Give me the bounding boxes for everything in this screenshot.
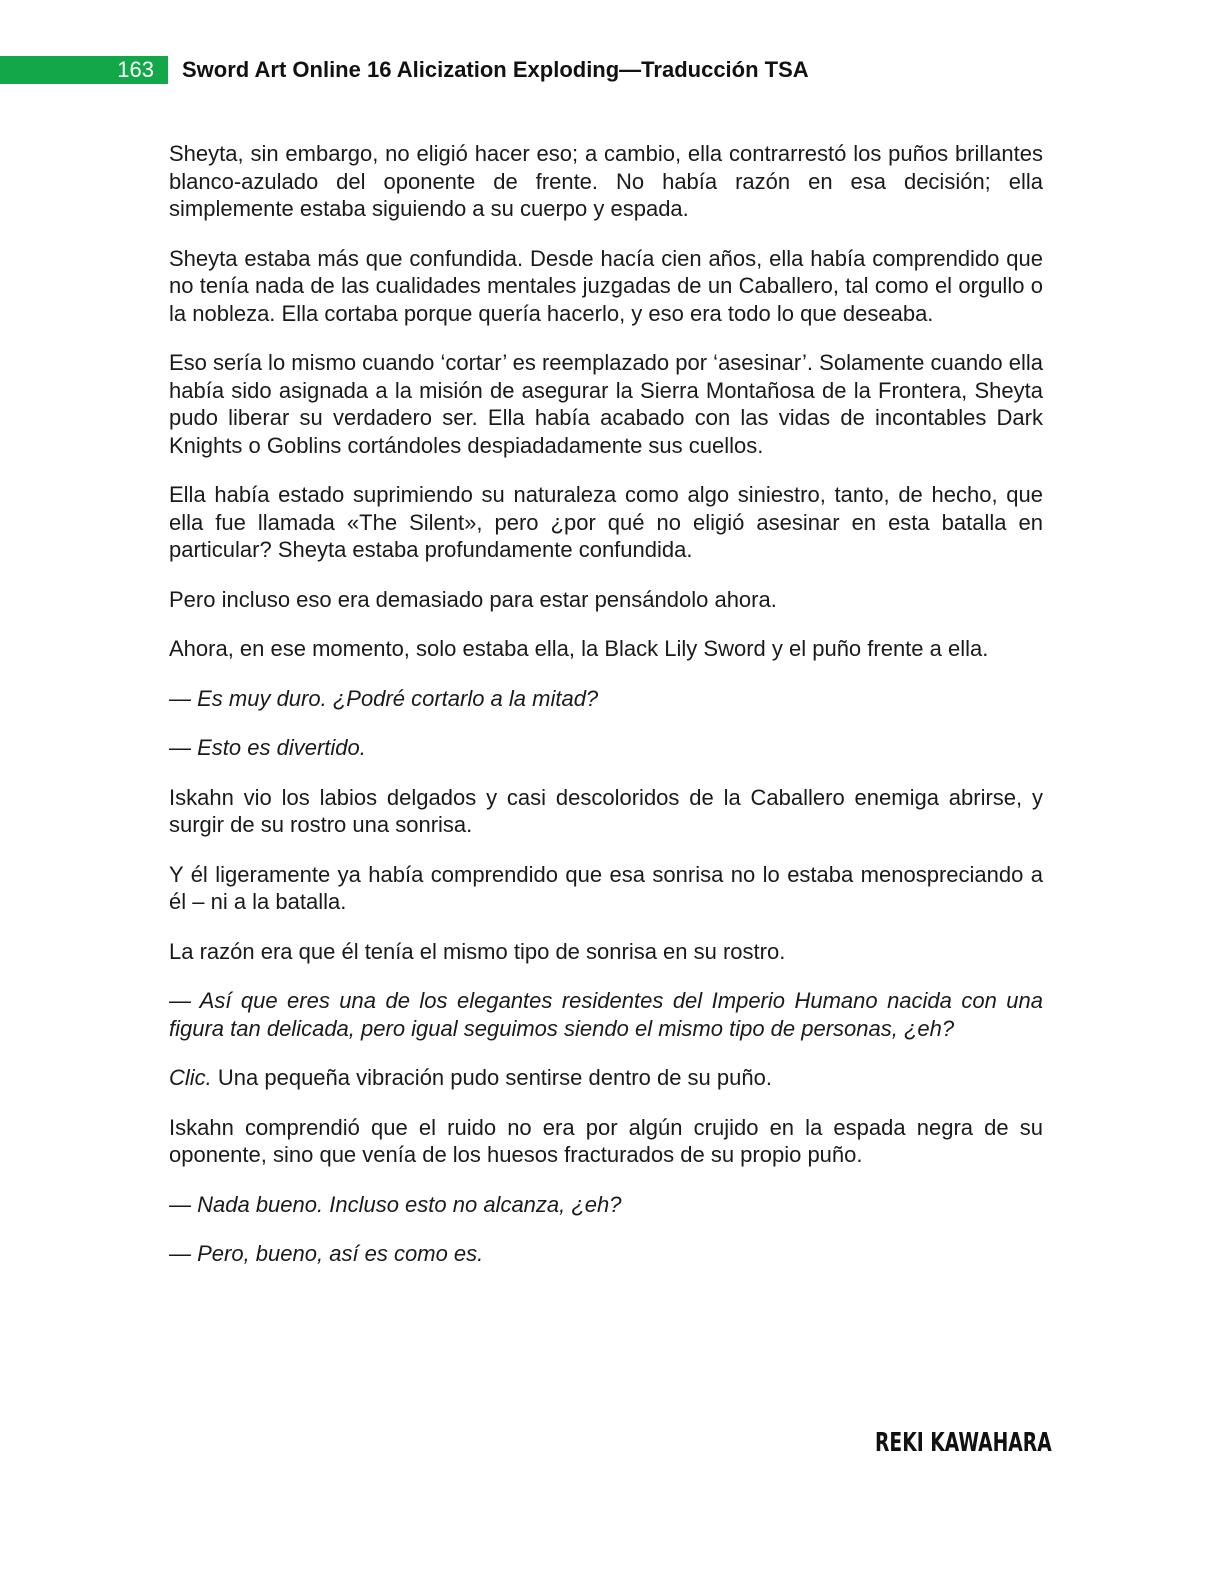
dialogue-line: — Es muy duro. ¿Podré cortarlo a la mitad? xyxy=(169,685,599,711)
dialogue-line: — Así que eres una de los elegantes residentes del Imperio Humano nacida con una figura tan delicada, pero igual seguimos siendo el mismo tipo de personas, ¿eh? xyxy=(169,988,1043,1041)
dialogue-line: — Pero, bueno, así es como es. xyxy=(169,1241,484,1266)
paragraph: Iskahn comprendió que el ruido no era por algún crujido en la espada negra de su oponente, sino que venía de los huesos fracturados de su propio puño. xyxy=(169,1114,1043,1167)
paragraph: Ahora, en ese momento, solo estaba ella, la Black Lily Sword y el puño frente a ella. xyxy=(169,636,989,661)
paragraph: Pero incluso eso era demasiado para estar pensándolo ahora. xyxy=(169,586,777,612)
book-title: Sword Art Online 16 Alicization Exploding—Traducción TSA xyxy=(182,57,809,82)
paragraph: Iskahn vio los labios delgados y casi descoloridos de la Caballero enemiga abrirse, y surgir de su rostro una sonrisa. xyxy=(169,784,1043,837)
paragraph: Clic. Una pequeña vibración pudo sentirse dentro de su puño. xyxy=(169,1065,772,1090)
paragraph: Eso sería lo mismo cuando ‘cortar’ es reemplazado por ‘asesinar’. Solamente cuando ella había sido asignada a la misión de asegurar la Sierra Montañosa de la Frontera, Sheyta pudo liberar su verdadero ser. Ella había acabado con las vidas de incontables Dark Knights o Goblins cortándoles despiadadamente sus cuellos. xyxy=(169,350,1043,458)
dialogue-line: — Nada bueno. Incluso esto no alcanza, ¿eh? xyxy=(169,1191,622,1217)
page-number-bar xyxy=(0,56,168,84)
paragraph: Y él ligeramente ya había comprendido que esa sonrisa no lo estaba menospreciando a él – ni a la batalla. xyxy=(169,861,1043,914)
page-header xyxy=(0,56,1224,84)
author-name: REKI KAWAHARA xyxy=(875,1428,1052,1458)
body-text xyxy=(169,140,1043,1290)
paragraph: La razón era que él tenía el mismo tipo de sonrisa en su rostro. xyxy=(169,938,786,964)
dialogue-line: — Esto es divertido. xyxy=(169,735,366,760)
paragraph: Ella había estado suprimiendo su naturaleza como algo siniestro, tanto, de hecho, que ella fue llamada «The Silent», pero ¿por qué no eligió asesinar en esta batalla en particular? Sheyta estaba profundamente confundida. xyxy=(169,482,1043,562)
paragraph: Sheyta, sin embargo, no eligió hacer eso; a cambio, ella contrarrestó los puños brillantes blanco-azulado del oponente de frente. No había razón en esa decisión; ella simplemente estaba siguiendo a su cuerpo y espada. xyxy=(169,141,1043,221)
sound-effect: Clic. xyxy=(169,1065,212,1090)
paragraph: Sheyta estaba más que confundida. Desde hacía cien años, ella había comprendido que no tenía nada de las cualidades mentales juzgadas de un Caballero, tal como el orgullo o la nobleza. Ella cortaba porque quería hacerlo, y eso era todo lo que deseaba. xyxy=(169,245,1043,326)
page-number: 163 xyxy=(117,57,154,82)
